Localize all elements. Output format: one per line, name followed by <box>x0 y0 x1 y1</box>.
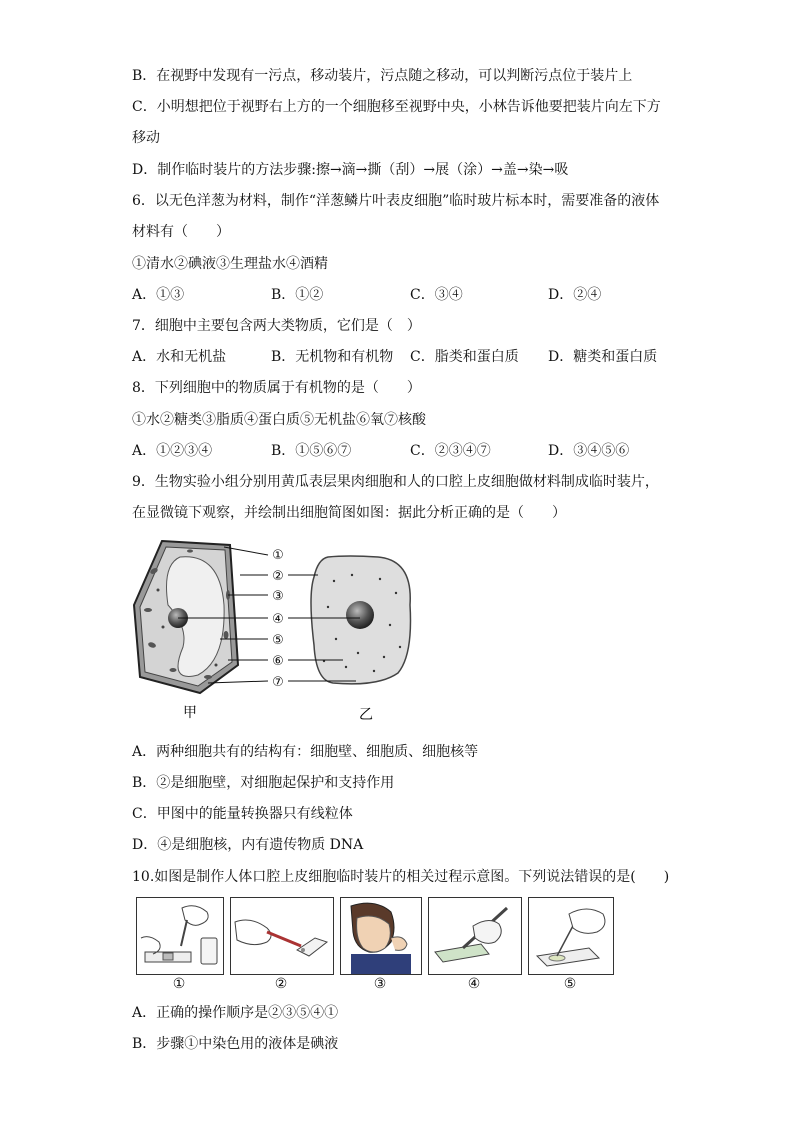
q6-option-d: D．②④ <box>548 287 602 303</box>
marker-4: ④ <box>272 612 284 627</box>
q9-stem: 9．生物实验小组分别用黄瓜表层果肉细胞和人的口腔上皮细胞做材料制成临时装片， <box>132 474 659 490</box>
q6-option-c: C．③④ <box>410 287 463 303</box>
animal-cell <box>311 556 411 684</box>
marker-5: ⑤ <box>272 633 284 648</box>
q10-option-b: B．步骤①中染色用的液体是碘液 <box>132 1036 339 1052</box>
q5-option-b: B．在视野中发现有一污点，移动装片，污点随之移动，可以判断污点位于装片上 <box>132 68 633 84</box>
q5-option-c-cont: 移动 <box>132 130 160 146</box>
q6-option-a: A．①③ <box>132 287 185 303</box>
step-label-1: ① <box>172 976 186 992</box>
animal-cell-label: 乙 <box>359 707 373 723</box>
q6-stem: 6．以无色洋葱为材料，制作“洋葱鳞片叶表皮细胞”临时玻片标本时，需要准备的液体 <box>132 193 660 209</box>
q6-option-b: B．①② <box>271 287 324 303</box>
q8-stem: 8．下列细胞中的物质属于有机物的是（ ） <box>132 380 421 396</box>
q9-option-a: A．两种细胞共有的结构有：细胞壁、细胞质、细胞核等 <box>132 744 479 760</box>
q5-option-c: C．小明想把位于视野右上方的一个细胞移至视野中央，小林告诉他要把装片向左下方 <box>132 99 661 115</box>
step-label-5: ⑤ <box>563 976 577 992</box>
step-label-4: ④ <box>467 976 481 992</box>
step-label-3: ③ <box>373 976 387 992</box>
q7-stem: 7．细胞中主要包含两大类物质，它们是（ ） <box>132 318 421 334</box>
step-image-5 <box>528 897 614 975</box>
q6-stem-cont: 材料有（ ） <box>132 224 230 240</box>
q10-stem: 10.如图是制作人体口腔上皮细胞临时装片的相关过程示意图。下列说法错误的是( ) <box>132 869 670 885</box>
procedure-steps <box>136 897 616 997</box>
step-image-4 <box>428 897 522 975</box>
marker-6: ⑥ <box>272 654 284 669</box>
q8-options <box>132 441 692 461</box>
marker-3: ③ <box>272 589 284 604</box>
marker-1: ① <box>272 548 284 563</box>
cell-diagram <box>128 535 418 725</box>
marker-2: ② <box>272 569 284 584</box>
q8-option-c: C．②③④⑦ <box>410 443 491 459</box>
plant-cell-label: 甲 <box>183 705 197 721</box>
step-label-2: ② <box>274 976 288 992</box>
q7-option-c: C．脂类和蛋白质 <box>410 349 519 365</box>
step-image-3 <box>340 897 422 975</box>
q7-option-d: D．糖类和蛋白质 <box>548 349 658 365</box>
q9-stem-cont: 在显微镜下观察，并绘制出细胞简图如图：据此分析正确的是（ ） <box>132 505 566 521</box>
q7-option-a: A．水和无机盐 <box>132 349 227 365</box>
q8-choices: ①水②糖类③脂质④蛋白质⑤无机盐⑥氧⑦核酸 <box>132 412 426 428</box>
q6-options <box>132 285 692 305</box>
step-image-1 <box>136 897 224 975</box>
q7-option-b: B．无机物和有机物 <box>271 349 394 365</box>
q7-options <box>132 347 692 367</box>
marker-7: ⑦ <box>272 675 284 690</box>
q8-option-b: B．①⑤⑥⑦ <box>271 443 352 459</box>
q5-option-d: D．制作临时装片的方法步骤:擦→滴→撕（刮）→展（涂）→盖→染→吸 <box>132 162 569 178</box>
q9-option-d: D．④是细胞核，内有遗传物质 DNA <box>132 837 364 853</box>
q8-option-d: D．③④⑤⑥ <box>548 443 630 459</box>
q10-option-a: A．正确的操作顺序是②③⑤④① <box>132 1005 339 1021</box>
q9-option-b: B．②是细胞壁，对细胞起保护和支持作用 <box>132 775 395 791</box>
q6-choices: ①清水②碘液③生理盐水④酒精 <box>132 256 328 272</box>
q8-option-a: A．①②③④ <box>132 443 213 459</box>
q9-option-c: C．甲图中的能量转换器只有线粒体 <box>132 806 353 822</box>
plant-cell <box>134 541 238 693</box>
step-image-2 <box>230 897 334 975</box>
